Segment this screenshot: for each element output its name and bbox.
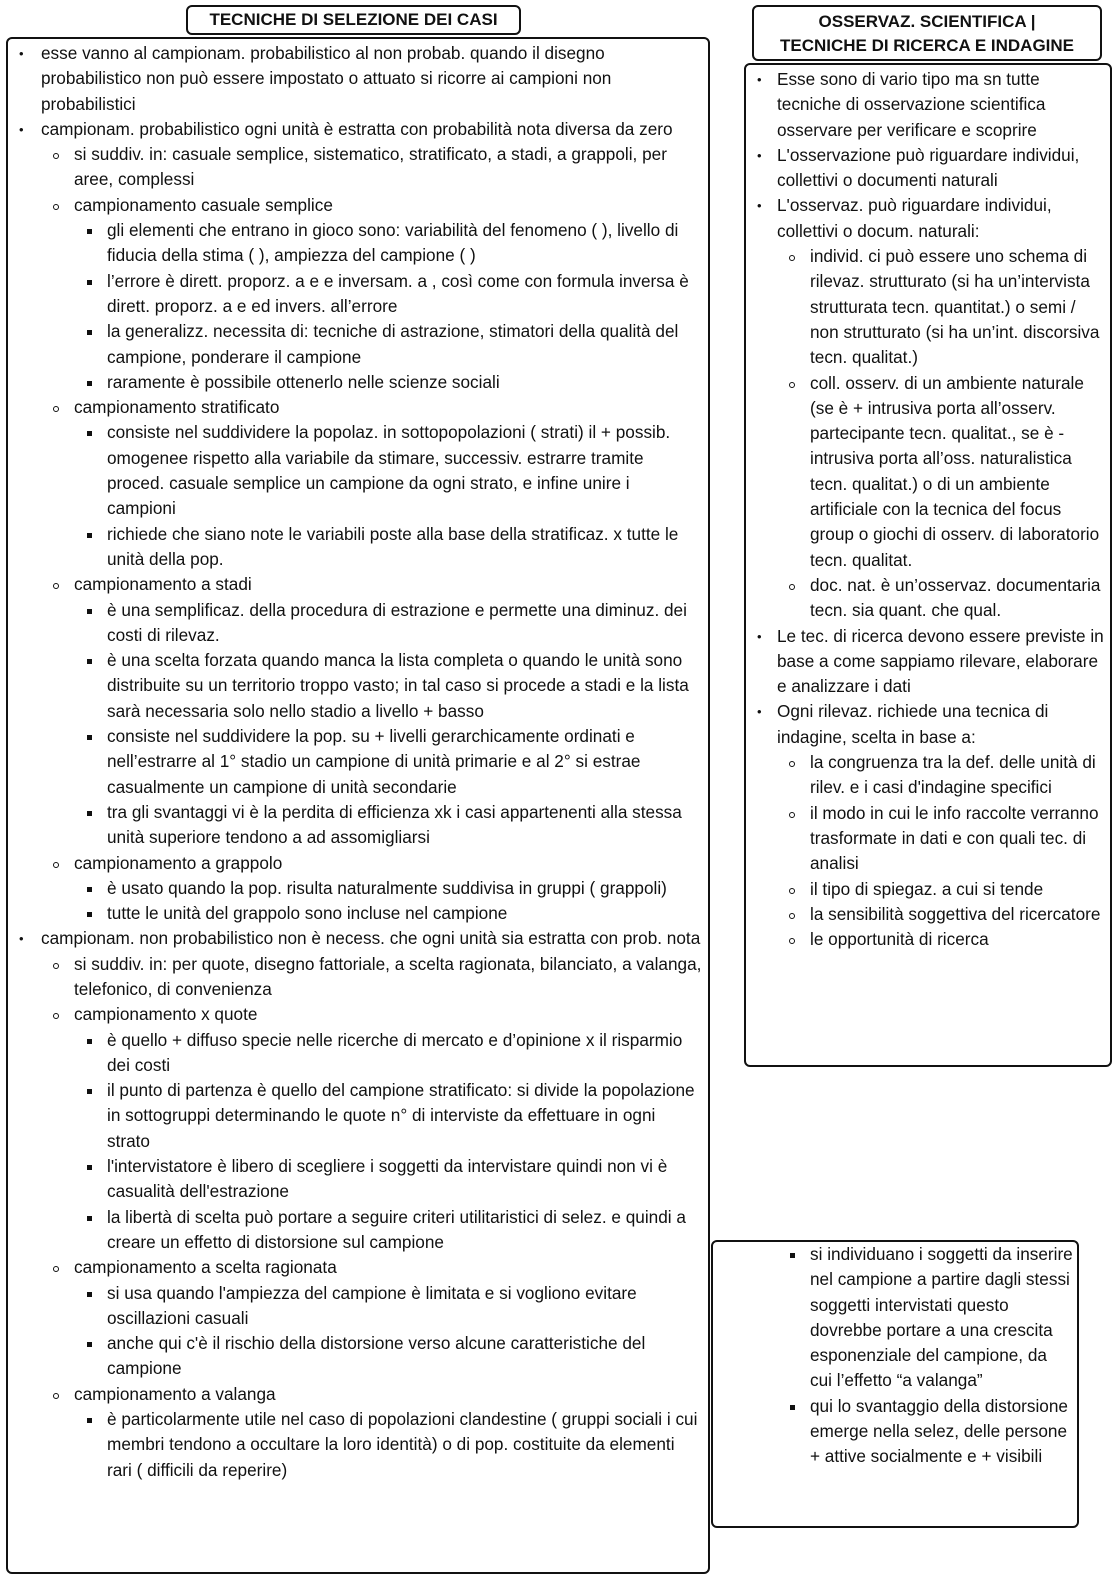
list-item: l'intervistatore è libero di scegliere i soggetti da intervistare quindi non vi è casualità dell'estrazione	[74, 1154, 702, 1205]
non-probabilistic-sampling-heading: campionam. non probabilistico non è necess. che ogni unità sia estratta con prob. nota	[41, 928, 701, 949]
list-item: coll. osserv. di un ambiente naturale (se è + intrusiva porta all’osserv. partecipante tecn. qualitat., se è - intrusiva porta all’oss. naturalistica tecn. qualitat.) o di un ambiente artificiale con la tecnica del focus group o giochi di osserv. di laboratorio tecn. qualitat.	[777, 371, 1106, 573]
list-item: gli elementi che entrano in gioco sono: variabilità del fenomeno ( ), livello di fiducia della stima ( ), ampiezza del campione ( )	[74, 218, 702, 269]
list-item: tra gli svantaggi vi è la perdita di efficienza xk i casi appartenenti alla stessa unità superiore tendono a ad assomigliarsi	[74, 800, 702, 851]
simple-random-sampling-heading: campionamento casuale semplice	[74, 194, 333, 215]
list-item: anche qui c'è il rischio della distorsione verso alcune caratteristiche del campione	[74, 1331, 702, 1382]
list-item: la generalizz. necessita di: tecniche di astrazione, stimatori della qualità del campione, ponderare il campione	[74, 319, 702, 370]
list-item: è una scelta forzata quando manca la lista completa o quando le unità sono distribuite su un territorio troppo vasto; in tal caso si procede a stadi e la lista sarà necessaria solo nello stadio a livello + basso	[74, 648, 702, 724]
list-item: tutte le unità del grappolo sono incluse nel campione	[74, 901, 702, 926]
list-item: richiede che siano note le variabili poste alla base della stratificaz. x tutte le unità della pop.	[74, 522, 702, 573]
survey-technique-heading: Ogni rilevaz. richiede una tecnica di indagine, scelta in base a:	[777, 701, 1049, 747]
sampling-techniques-box	[6, 37, 710, 1574]
list-item: individ. ci può essere uno schema di rilevaz. strutturato (si ha un’intervista strutturata tecn. quantitat.) o semi / non strutturato (si ha un’int. discorsiva tecn. qualitat.)	[777, 244, 1106, 370]
list-item: le opportunità di ricerca	[777, 927, 1106, 952]
list-item: consiste nel suddividere la popolaz. in sottopopolazioni ( strati) il + possib. omogenee rispetto alla variabile da stimare, successiv. estrarre tramite proced. casuale semplice un campione da ogni strato, e infine unire i campioni	[74, 420, 702, 521]
snowball-sampling-heading: campionamento a valanga	[74, 1383, 276, 1404]
list-item: raramente è possibile ottenerlo nelle scienze sociali	[74, 370, 702, 395]
list-item: la congruenza tra la def. delle unità di rilev. e i casi d'indagine specifici	[777, 750, 1106, 801]
list-item: • Le tec. di ricerca devono essere previste in base a come sappiamo rilevare, elaborare e analizzare i dati	[746, 624, 1106, 700]
list-item: si individuano i soggetti da inserire nel campione a partire dagli stessi soggetti intervistati questo dovrebbe portare a una crescita esponenziale del campione, da cui l’effetto “a valanga”	[777, 1242, 1073, 1394]
list-item: si suddiv. in: per quote, disegno fattoriale, a scelta ragionata, bilanciato, a valanga, telefonico, di convenienza	[41, 952, 702, 1003]
cluster-sampling-heading: campionamento a grappolo	[74, 852, 283, 873]
list-item: qui lo svantaggio della distorsione emerge nella selez, delle persone + attive socialmente e + visibili	[777, 1394, 1073, 1470]
list-item: doc. nat. è un’osservaz. documentaria tecn. sia quant. che qual.	[777, 573, 1106, 624]
observation-subjects-heading: L'osservaz. può riguardare individui, collettivi o docum. naturali:	[777, 195, 1052, 241]
snowball-continuation-box	[711, 1240, 1079, 1528]
list-item: la libertà di scelta può portare a seguire criteri utilitaristici di selez. e quindi a creare un effetto di distorsione sul campione	[74, 1205, 702, 1256]
left-section-title: TECNICHE DI SELEZIONE DEI CASI	[186, 5, 521, 35]
list-item: il modo in cui le info raccolte verranno trasformate in dati e con quali tec. di analisi	[777, 801, 1106, 877]
right-section-title	[752, 5, 1102, 61]
list-item: è quello + diffuso specie nelle ricerche di mercato e d’opinione x il risparmio dei costi	[74, 1028, 702, 1079]
stratified-sampling-heading: campionamento stratificato	[74, 397, 280, 418]
right-title-line-2: TECNICHE DI RICERCA E INDAGINE	[779, 36, 1075, 55]
list-item: consiste nel suddividere la pop. su + livelli gerarchicamente ordinati e nell’estrarre al 1° stadio un campione di unità primarie e al 2° si estrae casualmente un campione di unità secondarie	[74, 724, 702, 800]
list-item: è usato quando la pop. risulta naturalmente suddivisa in gruppi ( grappoli)	[74, 876, 702, 901]
list-item: si suddiv. in: casuale semplice, sistematico, stratificato, a stadi, a grappoli, per aree, complessi	[41, 142, 702, 193]
list-item: si usa quando l'ampiezza del campione è limitata e si vogliono evitare oscillazioni casuali	[74, 1281, 702, 1332]
list-item	[746, 193, 1106, 623]
list-item: la sensibilità soggettiva del ricercatore	[777, 902, 1106, 927]
judgement-sampling-heading: campionamento a scelta ragionata	[74, 1257, 337, 1278]
list-item: il tipo di spiegaz. a cui si tende	[777, 877, 1106, 902]
list-item: • esse vanno al campionam. probabilistico al non probab. quando il disegno probabilistico non può essere impostato o attuato si ricorre ai campioni non probabilistici	[8, 41, 702, 117]
list-item	[41, 572, 702, 850]
list-item: • Esse sono di vario tipo ma sn tutte tecniche di osservazione scientifica osservare per verificare e scoprire	[746, 67, 1106, 143]
list-item: il punto di partenza è quello del campione stratificato: si divide la popolazione in sottogruppi determinando le quote n° di interviste da effettuare in ogni strato	[74, 1078, 702, 1154]
right-title-line-1: OSSERVAZ. SCIENTIFICA |	[818, 12, 1036, 31]
list-item: è particolarmente utile nel caso di popolazioni clandestine ( gruppi sociali i cui membri tendono a occultare la loro identità) o di pop. costituite da elementi rari ( difficili da reperire)	[74, 1407, 702, 1483]
scientific-observation-box	[744, 63, 1112, 1067]
list-item: l’errore è dirett. proporz. a e e inversam. a , così come con formula inversa è dirett. proporz. a e ed invers. all’errore	[74, 269, 702, 320]
list-item	[41, 851, 702, 927]
list-item	[41, 193, 702, 395]
quota-sampling-heading: campionamento x quote	[74, 1004, 258, 1025]
list-item	[41, 1382, 702, 1483]
multistage-sampling-heading: campionamento a stadi	[74, 574, 252, 595]
list-item	[8, 117, 702, 927]
probabilistic-sampling-heading: campionam. probabilistico ogni unità è estratta con probabilità nota diversa da zero	[41, 118, 673, 139]
list-item: è una semplificaz. della procedura di estrazione e permette una diminuz. dei costi di rilevaz.	[74, 598, 702, 649]
list-item	[8, 926, 702, 1483]
list-item	[746, 699, 1106, 952]
list-item	[41, 395, 702, 572]
list-item	[41, 1255, 702, 1381]
list-item: • L'osservazione può riguardare individui, collettivi o documenti naturali	[746, 143, 1106, 194]
list-item	[41, 1002, 702, 1255]
